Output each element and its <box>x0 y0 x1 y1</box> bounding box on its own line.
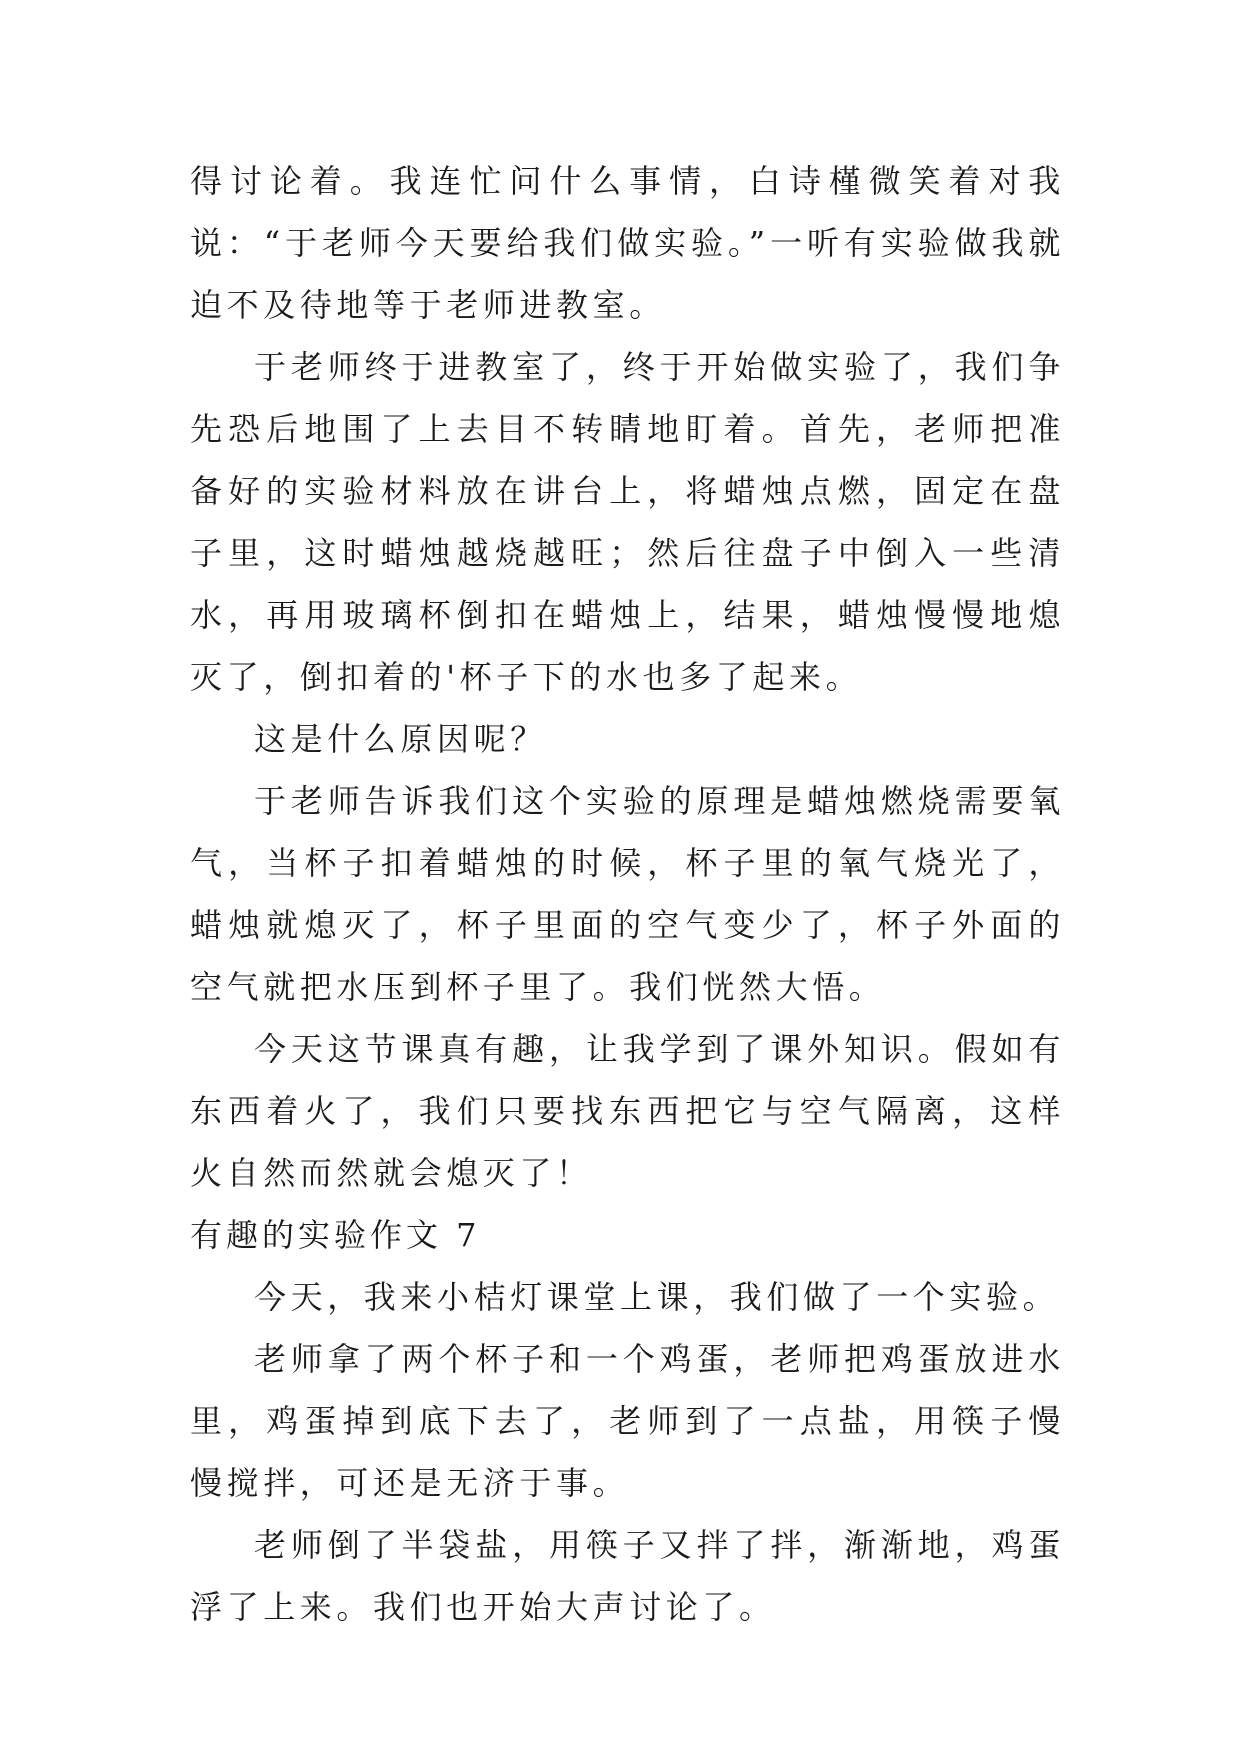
paragraph-intro: 今天，我来小桔灯课堂上课，我们做了一个实验。 <box>254 1278 1060 1316</box>
paragraph-continued: 得讨论着。我连忙问什么事情，白诗槿微笑着对我说：“于老师今天要给我们做实验。”一听有实验做我就迫不及待地等于老师进教室。 <box>190 162 1065 324</box>
essay-heading: 有趣的实验作文 7 <box>190 1216 481 1254</box>
paragraph-explanation: 于老师告诉我们这个实验的原理是蜡烛燃烧需要氧气，当杯子扣着蜡烛的时候，杯子里的氧气烧光了，蜡烛就熄灭了，杯子里面的空气变少了，杯子外面的空气就把水压到杯子里了。我们恍然大悟。 <box>190 782 1065 1006</box>
paragraph-conclusion: 今天这节课真有趣，让我学到了课外知识。假如有东西着火了，我们只要找东西把它与空气隔离，这样火自然而然就会熄灭了！ <box>190 1030 1065 1192</box>
paragraph-egg-sinks: 老师拿了两个杯子和一个鸡蛋，老师把鸡蛋放进水里，鸡蛋掉到底下去了，老师到了一点盐，用筷子慢慢搅拌，可还是无济于事。 <box>190 1340 1065 1502</box>
paragraph-experiment-description: 于老师终于进教室了，终于开始做实验了，我们争先恐后地围了上去目不转睛地盯着。首先，老师把准备好的实验材料放在讲台上，将蜡烛点燃，固定在盘子里，这时蜡烛越烧越旺；然后往盘子中倒入一些清水，再用玻璃杯倒扣在蜡烛上，结果，蜡烛慢慢地熄灭了，倒扣着的'杯子下的水也多了起来。 <box>190 348 1065 696</box>
paragraph-question: 这是什么原因呢？ <box>254 720 547 758</box>
document-body <box>190 150 1065 1638</box>
paragraph-egg-floats: 老师倒了半袋盐，用筷子又拌了拌，渐渐地，鸡蛋浮了上来。我们也开始大声讨论了。 <box>190 1526 1065 1626</box>
